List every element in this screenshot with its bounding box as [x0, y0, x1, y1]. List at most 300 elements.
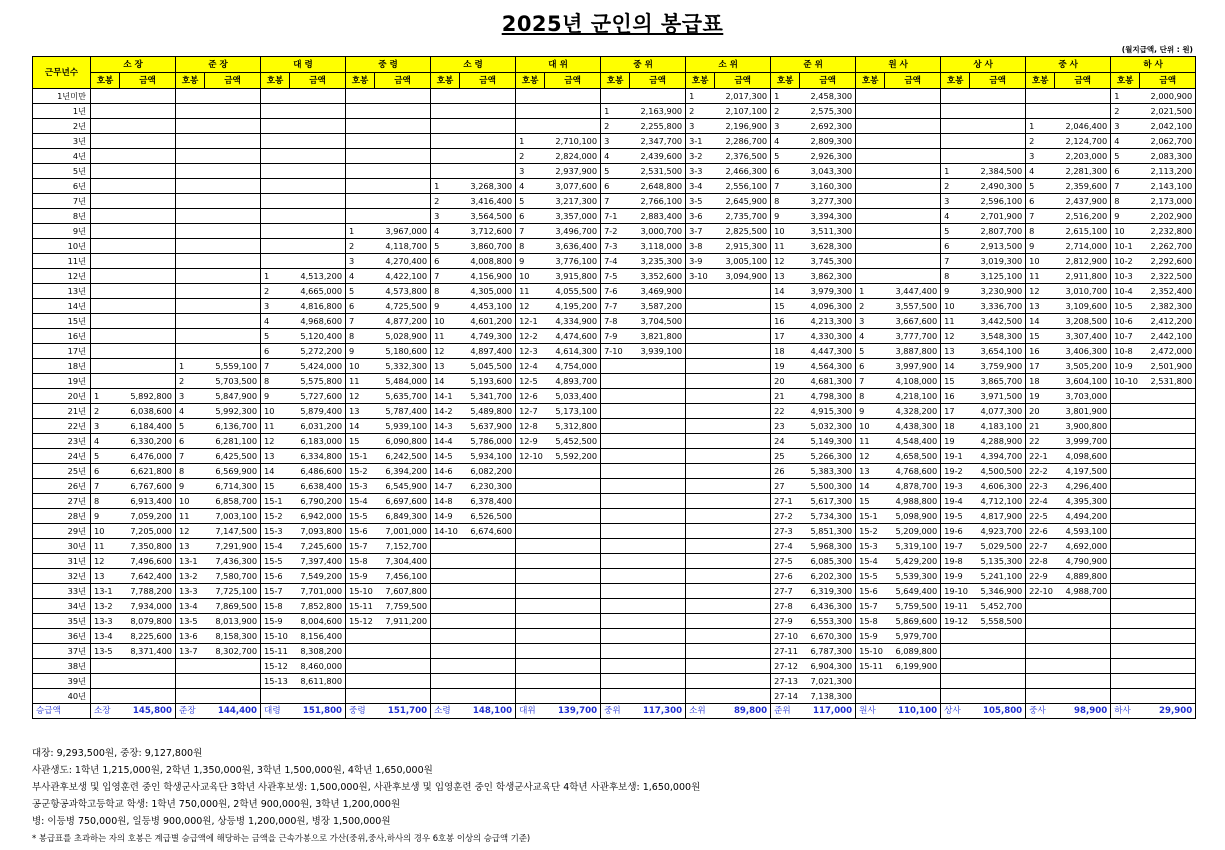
step-cell	[176, 239, 205, 254]
step-cell	[346, 629, 375, 644]
amount-cell: 4,573,800	[375, 284, 431, 299]
step-cell: 14	[346, 419, 375, 434]
amount-cell: 5,786,000	[460, 434, 516, 449]
amount-cell: 5,787,400	[375, 404, 431, 419]
amount-cell	[1055, 89, 1111, 104]
step-cell: 15-11	[261, 644, 290, 659]
step-cell: 15-12	[261, 659, 290, 674]
step-cell	[91, 179, 120, 194]
amount-cell: 7,436,300	[205, 554, 261, 569]
amount-cell: 8,308,200	[290, 644, 346, 659]
note-cadets: 사관생도: 1학년 1,215,000원, 2학년 1,350,000원, 3학년 1,500,000원, 4학년 1,650,000원	[32, 765, 433, 776]
amount-cell	[120, 224, 176, 239]
amount-cell: 3,548,300	[970, 329, 1026, 344]
step-cell: 15-2	[261, 509, 290, 524]
step-cell: 3-1	[686, 134, 715, 149]
step-cell: 13-3	[91, 614, 120, 629]
step-cell	[91, 119, 120, 134]
step-cell: 7-8	[601, 314, 630, 329]
step-cell	[176, 284, 205, 299]
step-cell: 1	[176, 359, 205, 374]
table-row	[33, 239, 1196, 254]
amount-cell	[375, 119, 431, 134]
amount-cell: 3,862,300	[800, 269, 856, 284]
service-years: 17년	[33, 344, 91, 359]
table-row	[33, 164, 1196, 179]
amount-cell: 2,516,200	[1055, 209, 1111, 224]
step-cell: 7	[601, 194, 630, 209]
step-cell	[686, 524, 715, 539]
step-cell	[686, 374, 715, 389]
amount-cell: 4,270,400	[375, 254, 431, 269]
amount-cell: 3,997,900	[885, 359, 941, 374]
amount-cell: 3,557,500	[885, 299, 941, 314]
step-cell	[176, 659, 205, 674]
step-cell	[91, 269, 120, 284]
amount-cell	[375, 674, 431, 689]
amount-cell	[715, 584, 771, 599]
step-cell: 27-8	[771, 599, 800, 614]
amount-cell	[460, 119, 516, 134]
amount-cell	[290, 689, 346, 704]
step-cell: 15-2	[346, 464, 375, 479]
amount-cell	[545, 674, 601, 689]
amount-cell: 8,302,700	[205, 644, 261, 659]
amount-cell	[715, 389, 771, 404]
amount-cell	[715, 284, 771, 299]
step-cell	[1026, 629, 1055, 644]
step-cell	[856, 194, 885, 209]
step-cell	[686, 599, 715, 614]
step-cell: 15	[941, 374, 970, 389]
step-cell	[1111, 419, 1140, 434]
increment-rank: 대령	[261, 704, 290, 719]
amount-cell: 7,456,100	[375, 569, 431, 584]
step-cell	[261, 224, 290, 239]
amount-cell: 4,296,400	[1055, 479, 1111, 494]
amount-cell	[460, 584, 516, 599]
step-header: 호봉	[601, 73, 630, 89]
amount-cell: 6,090,800	[375, 434, 431, 449]
table-row	[33, 329, 1196, 344]
amount-cell	[970, 644, 1026, 659]
amount-cell: 7,245,600	[290, 539, 346, 554]
amount-cell: 3,704,500	[630, 314, 686, 329]
amount-cell: 2,809,300	[800, 134, 856, 149]
step-cell: 13-2	[176, 569, 205, 584]
amount-cell	[630, 539, 686, 554]
amount-cell: 6,330,200	[120, 434, 176, 449]
amount-cell: 3,967,000	[375, 224, 431, 239]
step-cell	[346, 149, 375, 164]
amount-cell: 7,934,000	[120, 599, 176, 614]
amount-cell: 2,825,500	[715, 224, 771, 239]
amount-cell: 2,384,500	[970, 164, 1026, 179]
step-cell: 27	[771, 479, 800, 494]
increment-amount: 98,900	[1055, 704, 1111, 719]
step-cell	[346, 119, 375, 134]
amount-cell: 4,988,800	[885, 494, 941, 509]
amount-cell: 6,183,000	[290, 434, 346, 449]
step-cell: 12-7	[516, 404, 545, 419]
step-cell: 22-2	[1026, 464, 1055, 479]
step-cell: 12-5	[516, 374, 545, 389]
amount-cell	[885, 269, 941, 284]
amount-cell: 2,575,300	[800, 104, 856, 119]
table-row	[33, 89, 1196, 104]
step-cell: 8	[91, 494, 120, 509]
amount-cell: 4,564,300	[800, 359, 856, 374]
amount-cell	[1055, 614, 1111, 629]
amount-cell: 6,621,800	[120, 464, 176, 479]
amount-cell: 7,580,700	[205, 569, 261, 584]
step-cell: 27-6	[771, 569, 800, 584]
step-cell	[516, 599, 545, 614]
step-cell: 4	[771, 134, 800, 149]
step-cell: 10	[91, 524, 120, 539]
amount-cell	[1055, 104, 1111, 119]
step-cell	[856, 269, 885, 284]
step-cell	[1026, 644, 1055, 659]
amount-cell: 3,043,300	[800, 164, 856, 179]
amount-cell: 4,889,800	[1055, 569, 1111, 584]
amount-header: 금액	[120, 73, 176, 89]
service-years: 25년	[33, 464, 91, 479]
step-cell: 16	[771, 314, 800, 329]
amount-cell	[1140, 614, 1196, 629]
step-cell	[601, 404, 630, 419]
service-years: 13년	[33, 284, 91, 299]
step-cell	[431, 539, 460, 554]
amount-cell: 7,642,400	[120, 569, 176, 584]
step-cell	[516, 509, 545, 524]
table-row	[33, 194, 1196, 209]
amount-cell	[885, 689, 941, 704]
step-cell	[941, 119, 970, 134]
step-cell: 13-6	[176, 629, 205, 644]
step-cell: 8	[261, 374, 290, 389]
step-cell	[516, 89, 545, 104]
step-cell	[601, 599, 630, 614]
amount-cell	[205, 104, 261, 119]
amount-cell: 4,897,400	[460, 344, 516, 359]
amount-cell: 2,490,300	[970, 179, 1026, 194]
amount-cell: 2,322,500	[1140, 269, 1196, 284]
step-cell	[91, 329, 120, 344]
amount-cell	[205, 254, 261, 269]
step-cell: 6	[601, 179, 630, 194]
amount-cell: 2,017,300	[715, 89, 771, 104]
amount-cell: 3,094,900	[715, 269, 771, 284]
step-cell	[686, 584, 715, 599]
amount-cell: 2,203,000	[1055, 149, 1111, 164]
amount-cell: 3,587,200	[630, 299, 686, 314]
step-cell	[856, 689, 885, 704]
step-cell: 5	[346, 284, 375, 299]
step-cell: 10-9	[1111, 359, 1140, 374]
step-cell	[601, 464, 630, 479]
step-cell: 9	[516, 254, 545, 269]
amount-cell: 6,202,300	[800, 569, 856, 584]
amount-cell	[545, 689, 601, 704]
amount-cell	[885, 89, 941, 104]
step-cell	[1111, 524, 1140, 539]
amount-cell	[205, 134, 261, 149]
amount-header: 금액	[885, 73, 941, 89]
amount-header: 금액	[205, 73, 261, 89]
amount-cell	[1055, 659, 1111, 674]
step-cell	[261, 104, 290, 119]
step-cell: 9	[176, 479, 205, 494]
step-cell	[516, 104, 545, 119]
amount-cell: 3,230,900	[970, 284, 1026, 299]
amount-cell	[1140, 494, 1196, 509]
step-cell: 15-1	[261, 494, 290, 509]
step-cell: 3	[346, 254, 375, 269]
amount-cell: 3,939,100	[630, 344, 686, 359]
step-cell: 3-5	[686, 194, 715, 209]
amount-cell: 2,807,700	[970, 224, 1026, 239]
amount-header: 금액	[800, 73, 856, 89]
amount-cell: 7,701,000	[290, 584, 346, 599]
step-cell: 6	[516, 209, 545, 224]
increment-rank: 중위	[601, 704, 630, 719]
step-cell: 9	[1111, 209, 1140, 224]
amount-cell	[290, 254, 346, 269]
step-header: 호봉	[856, 73, 885, 89]
increment-amount: 151,700	[375, 704, 431, 719]
step-cell	[176, 104, 205, 119]
step-cell: 15-10	[261, 629, 290, 644]
table-row	[33, 179, 1196, 194]
step-header: 호봉	[91, 73, 120, 89]
amount-cell: 6,038,600	[120, 404, 176, 419]
amount-cell: 3,860,700	[460, 239, 516, 254]
amount-cell: 4,988,700	[1055, 584, 1111, 599]
step-cell: 9	[261, 389, 290, 404]
amount-cell	[205, 659, 261, 674]
step-cell	[176, 209, 205, 224]
amount-cell	[715, 449, 771, 464]
amount-cell	[290, 164, 346, 179]
step-cell: 15	[261, 479, 290, 494]
amount-cell: 2,531,800	[1140, 374, 1196, 389]
amount-cell: 6,553,300	[800, 614, 856, 629]
amount-cell: 6,394,200	[375, 464, 431, 479]
step-cell	[1111, 689, 1140, 704]
step-cell: 22	[771, 404, 800, 419]
step-cell	[261, 689, 290, 704]
service-years: 39년	[33, 674, 91, 689]
amount-cell	[460, 689, 516, 704]
step-cell	[941, 134, 970, 149]
amount-cell: 3,406,300	[1055, 344, 1111, 359]
step-cell	[856, 149, 885, 164]
step-cell	[686, 509, 715, 524]
amount-cell: 6,136,700	[205, 419, 261, 434]
step-cell: 11	[176, 509, 205, 524]
amount-cell	[375, 104, 431, 119]
amount-cell	[375, 194, 431, 209]
amount-cell: 2,710,100	[545, 134, 601, 149]
amount-cell	[715, 689, 771, 704]
step-cell	[686, 569, 715, 584]
amount-cell: 2,714,000	[1055, 239, 1111, 254]
rank-header: 중 위	[601, 57, 686, 73]
page-title: 2025년 군인의 봉급표	[501, 12, 724, 36]
amount-cell: 6,849,300	[375, 509, 431, 524]
step-cell	[516, 569, 545, 584]
table-row	[33, 104, 1196, 119]
amount-cell	[375, 659, 431, 674]
increment-amount: 105,800	[970, 704, 1026, 719]
service-years: 7년	[33, 194, 91, 209]
increment-label: 승급액	[33, 704, 91, 719]
step-cell	[601, 584, 630, 599]
amount-cell: 3,505,200	[1055, 359, 1111, 374]
step-cell: 6	[1111, 164, 1140, 179]
step-cell: 12	[856, 449, 885, 464]
service-years: 9년	[33, 224, 91, 239]
amount-cell: 4,422,100	[375, 269, 431, 284]
service-years: 35년	[33, 614, 91, 629]
amount-cell: 5,649,400	[885, 584, 941, 599]
amount-cell	[630, 404, 686, 419]
notes	[32, 745, 1212, 847]
step-cell: 14-9	[431, 509, 460, 524]
step-cell	[686, 494, 715, 509]
amount-cell	[630, 629, 686, 644]
amount-cell	[460, 659, 516, 674]
step-cell: 14-5	[431, 449, 460, 464]
amount-cell: 6,334,800	[290, 449, 346, 464]
service-years: 15년	[33, 314, 91, 329]
amount-cell: 3,667,600	[885, 314, 941, 329]
step-cell	[346, 674, 375, 689]
table-row	[33, 569, 1196, 584]
amount-cell	[545, 569, 601, 584]
amount-cell: 2,262,700	[1140, 239, 1196, 254]
step-cell: 15-5	[856, 569, 885, 584]
step-cell: 8	[771, 194, 800, 209]
step-cell: 10	[771, 224, 800, 239]
amount-cell: 2,531,500	[630, 164, 686, 179]
amount-cell	[970, 89, 1026, 104]
amount-cell	[205, 314, 261, 329]
step-cell: 10	[516, 269, 545, 284]
amount-cell: 5,383,300	[800, 464, 856, 479]
step-cell	[601, 479, 630, 494]
step-cell: 12	[941, 329, 970, 344]
subheader-row	[33, 73, 1196, 89]
amount-cell: 8,156,400	[290, 629, 346, 644]
amount-cell: 6,526,500	[460, 509, 516, 524]
step-cell: 2	[261, 284, 290, 299]
amount-cell	[1140, 599, 1196, 614]
amount-cell: 5,209,000	[885, 524, 941, 539]
amount-cell	[1140, 554, 1196, 569]
amount-cell	[290, 209, 346, 224]
amount-cell: 3,109,600	[1055, 299, 1111, 314]
step-cell: 22-9	[1026, 569, 1055, 584]
amount-cell: 3,447,400	[885, 284, 941, 299]
amount-cell	[885, 149, 941, 164]
step-cell	[601, 419, 630, 434]
step-cell: 26	[771, 464, 800, 479]
amount-cell	[375, 179, 431, 194]
footnote: * 봉급표를 초과하는 자의 호봉은 계급별 승급액에 해당하는 금액을 근속가봉으로 가산(중위,중사,하사의 경우 6호봉 이상의 승급액 기준)	[32, 833, 531, 843]
step-cell: 13-1	[176, 554, 205, 569]
amount-cell	[1140, 674, 1196, 689]
increment-amount: 139,700	[545, 704, 601, 719]
amount-cell	[545, 119, 601, 134]
step-cell	[686, 284, 715, 299]
amount-cell	[375, 209, 431, 224]
service-years: 16년	[33, 329, 91, 344]
note-aviation-school: 공군항공과학고등학교 학생: 1학년 750,000원, 2학년 900,000원, 3학년 1,200,000원	[32, 799, 401, 810]
step-cell	[261, 209, 290, 224]
amount-cell	[630, 464, 686, 479]
amount-cell	[1140, 479, 1196, 494]
step-cell	[261, 164, 290, 179]
amount-cell: 3,235,300	[630, 254, 686, 269]
amount-cell	[1140, 389, 1196, 404]
step-cell: 4	[176, 404, 205, 419]
step-cell: 2	[1111, 104, 1140, 119]
step-cell	[516, 479, 545, 494]
table-row	[33, 629, 1196, 644]
step-cell: 7-4	[601, 254, 630, 269]
step-cell: 10-2	[1111, 254, 1140, 269]
step-cell: 3-4	[686, 179, 715, 194]
step-cell: 15-3	[856, 539, 885, 554]
step-cell: 15-8	[346, 554, 375, 569]
amount-cell: 5,452,700	[970, 599, 1026, 614]
service-years: 28년	[33, 509, 91, 524]
table-row	[33, 404, 1196, 419]
step-cell	[91, 374, 120, 389]
amount-cell: 5,028,900	[375, 329, 431, 344]
step-cell	[91, 689, 120, 704]
step-cell	[1111, 644, 1140, 659]
step-cell: 5	[431, 239, 460, 254]
amount-cell	[205, 689, 261, 704]
step-cell: 4	[1026, 164, 1055, 179]
amount-cell	[715, 419, 771, 434]
step-cell: 12-2	[516, 329, 545, 344]
amount-cell	[885, 674, 941, 689]
step-cell: 16	[1026, 344, 1055, 359]
step-cell	[91, 239, 120, 254]
step-cell	[91, 194, 120, 209]
amount-cell	[120, 149, 176, 164]
step-cell	[91, 344, 120, 359]
amount-cell: 6,242,500	[375, 449, 431, 464]
amount-cell: 5,266,300	[800, 449, 856, 464]
amount-cell	[375, 134, 431, 149]
step-cell: 3	[431, 209, 460, 224]
amount-cell	[630, 659, 686, 674]
step-cell: 1	[941, 164, 970, 179]
service-years: 3년	[33, 134, 91, 149]
step-cell	[1111, 494, 1140, 509]
amount-cell: 7,291,900	[205, 539, 261, 554]
step-cell	[856, 209, 885, 224]
step-cell: 5	[91, 449, 120, 464]
step-cell	[601, 629, 630, 644]
table-row	[33, 434, 1196, 449]
amount-cell: 2,926,300	[800, 149, 856, 164]
